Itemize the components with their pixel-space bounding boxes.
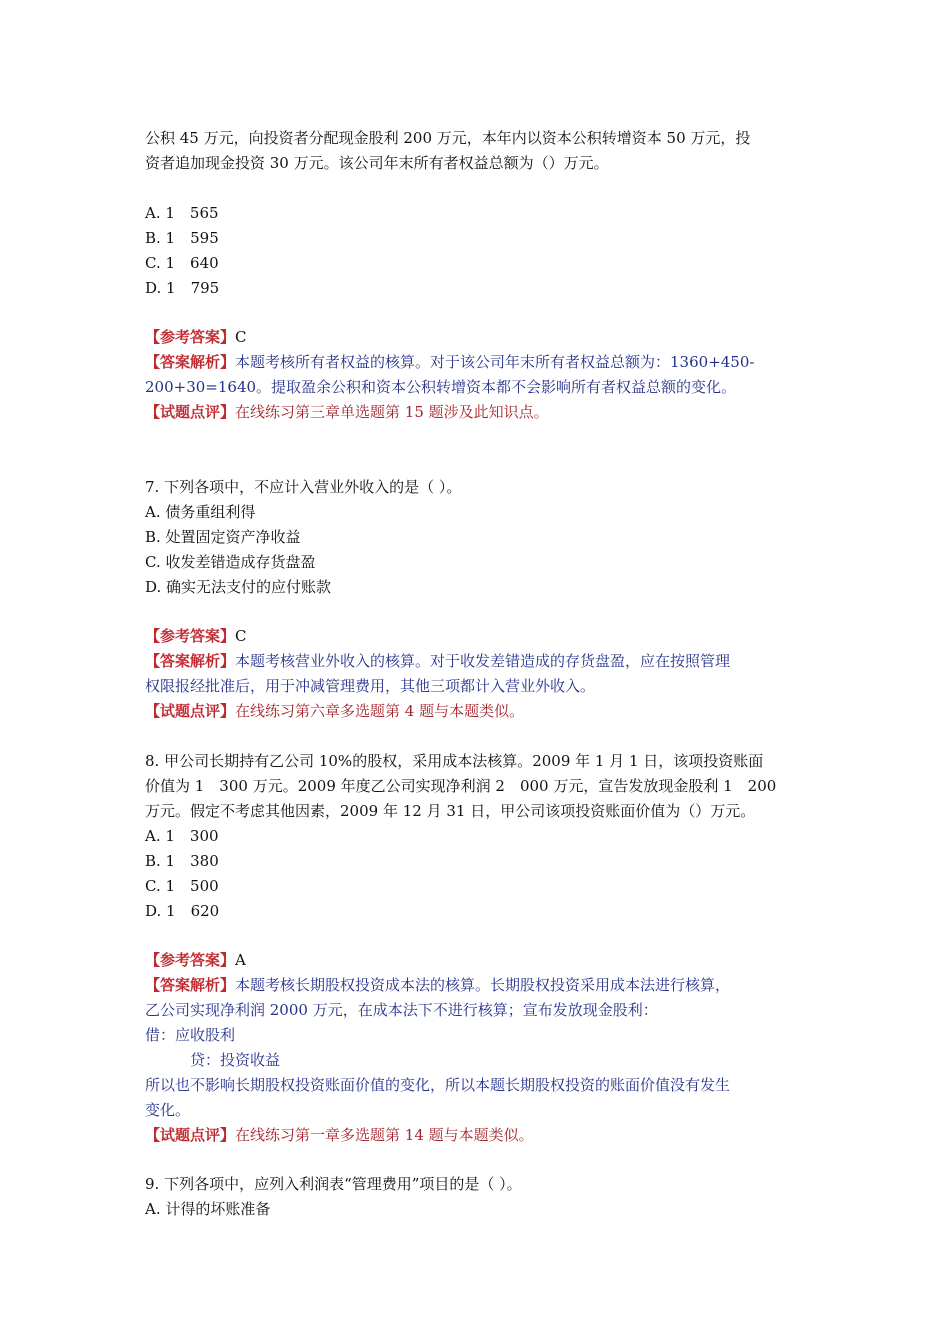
q7-stem: 7. 下列各项中，不应计入营业外收入的是（ ）。 [145, 478, 462, 496]
q6-analysis-line-1 [145, 352, 754, 372]
analysis-label: 【答案解析】 [145, 652, 236, 670]
q8-option-a: A. 1 300 [145, 827, 219, 845]
q8-review [145, 1125, 534, 1145]
q7-review [145, 701, 524, 721]
answer-value: C [235, 627, 247, 645]
q8-analysis-line-4: 贷：投资收益 [145, 1051, 281, 1069]
q8-analysis-line-5: 所以也不影响长期股权投资账面价值的变化，所以本题长期股权投资的账面价值没有发生 [145, 1076, 731, 1094]
review-text: 在线练习第六章多选题第 4 题与本题类似。 [235, 702, 525, 720]
q8-option-d: D. 1 620 [145, 902, 220, 920]
q9-option-a: A. 计得的坏账准备 [145, 1200, 271, 1218]
q6-option-c: C. 1 640 [145, 254, 219, 272]
q7-analysis-line-1 [145, 651, 730, 671]
q8-analysis-line-2: 乙公司实现净利润 2000 万元，在成本法下不进行核算；宣布发放现金股利： [145, 1001, 658, 1019]
answer-label: 【参考答案】 [145, 951, 236, 969]
analysis-label: 【答案解析】 [145, 976, 236, 994]
answer-value: C [235, 328, 247, 346]
q8-option-c: C. 1 500 [145, 877, 219, 895]
analysis-text: 本题考核营业外收入的核算。对于收发差错造成的存货盘盈，应在按照管理 [235, 652, 731, 670]
review-text: 在线练习第一章多选题第 14 题与本题类似。 [235, 1126, 534, 1144]
q6-option-b: B. 1 595 [145, 229, 219, 247]
analysis-text: 本题考核所有者权益的核算。对于该公司年末所有者权益总额为：1360+450- [235, 353, 755, 371]
q7-option-c: C. 收发差错造成存货盘盈 [145, 553, 316, 571]
review-text: 在线练习第三章单选题第 15 题涉及此知识点。 [235, 403, 549, 421]
review-label: 【试题点评】 [145, 1126, 236, 1144]
q7-option-a: A. 债务重组利得 [145, 503, 256, 521]
q8-stem-line-2: 价值为 1 300 万元。2009 年度乙公司实现净利润 2 000 万元，宣告发放现金股利 1 200 [145, 777, 777, 795]
q6-option-a: A. 1 565 [145, 204, 219, 222]
q8-analysis-line-3: 借：应收股利 [145, 1026, 236, 1044]
review-label: 【试题点评】 [145, 702, 236, 720]
q8-analysis-line-1 [145, 975, 730, 995]
q9-stem: 9. 下列各项中，应列入利润表“管理费用”项目的是（ ）。 [145, 1175, 522, 1193]
q7-analysis-line-2: 权限报经批准后，用于冲减管理费用，其他三项都计入营业外收入。 [145, 677, 596, 695]
q8-stem-line-1: 8. 甲公司长期持有乙公司 10%的股权，采用成本法核算。2009 年 1 月 1 日，该项投资账面 [145, 752, 764, 770]
review-label: 【试题点评】 [145, 403, 236, 421]
analysis-label: 【答案解析】 [145, 353, 236, 371]
q8-option-b: B. 1 380 [145, 852, 219, 870]
q6-review [145, 402, 549, 422]
q6-option-d: D. 1 795 [145, 279, 220, 297]
q7-option-d: D. 确实无法支付的应付账款 [145, 578, 332, 596]
q8-analysis-line-6: 变化。 [145, 1101, 191, 1119]
q8-stem-line-3: 万元。假定不考虑其他因素，2009 年 12 月 31 日，甲公司该项投资账面价值为（）万元。 [145, 802, 756, 820]
q7-option-b: B. 处置固定资产净收益 [145, 528, 301, 546]
q6-analysis-line-2: 200+30=1640。提取盈余公积和资本公积转增资本都不会影响所有者权益总额的变化。 [145, 378, 737, 396]
q6-stem-line-1: 公积 45 万元，向投资者分配现金股利 200 万元，本年内以资本公积转增资本 50 万元，投 [145, 129, 751, 147]
answer-label: 【参考答案】 [145, 328, 236, 346]
answer-label: 【参考答案】 [145, 627, 236, 645]
q6-stem-line-2: 资者追加现金投资 30 万元。该公司年末所有者权益总额为（）万元。 [145, 154, 609, 172]
q6-answer [145, 327, 247, 347]
analysis-text: 本题考核长期股权投资成本法的核算。长期股权投资采用成本法进行核算， [235, 976, 731, 994]
answer-value: A [235, 951, 246, 969]
q7-answer [145, 626, 247, 646]
q8-answer [145, 950, 246, 970]
